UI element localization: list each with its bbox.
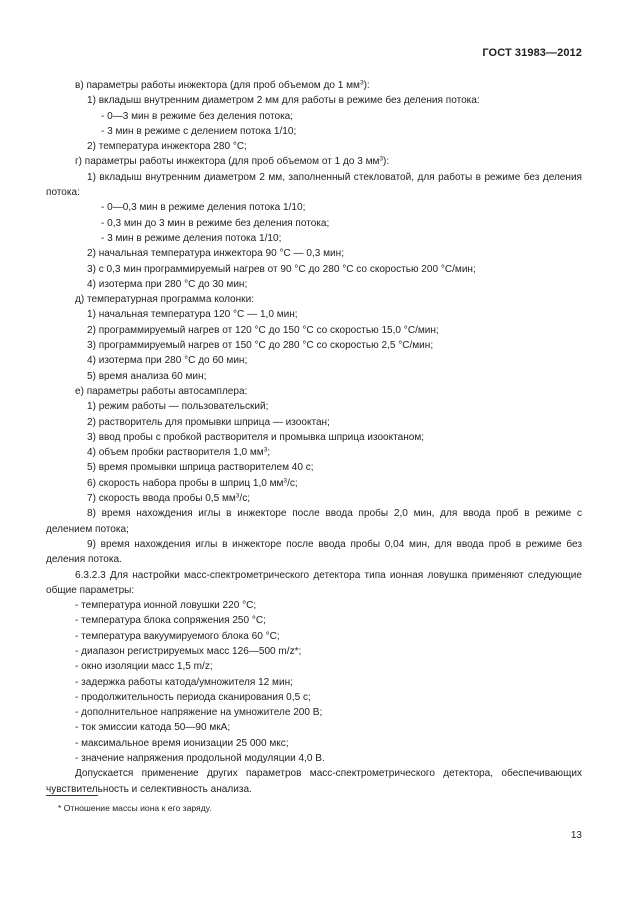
ms-param-3: - температура вакуумируемого блока 60 °С;: [75, 630, 280, 642]
item-g2: 2) начальная температура инжектора 90 °С — 0,3 мин;: [87, 248, 344, 260]
item-g1a: - 0—0,3 мин в режиме деления потока 1/10;: [101, 202, 306, 214]
ms-param-6: - задержка работы катода/умножителя 12 мин;: [75, 676, 293, 688]
ms-param-10: - максимальное время ионизации 25 000 мкс;: [75, 737, 289, 749]
footnote-divider: [46, 795, 98, 796]
document-body: [46, 78, 582, 797]
ms-param-5: - окно изоляции масс 1,5 m/z;: [75, 661, 213, 673]
item-e6: 6) скорость набора пробы в шприц 1,0 $мм^3/с$;: [87, 477, 298, 489]
item-v1a: - 0—3 мин в режиме без деления потока;: [101, 110, 294, 122]
item-d4: 4) изотерма при 280 °С до 60 мин;: [87, 355, 248, 367]
item-v2: 2) температура инжектора 280 °С;: [87, 141, 247, 153]
page-number: 13: [570, 830, 582, 841]
ms-param-11: - значение напряжения продольной модуляции 4,0 В.: [75, 753, 325, 765]
item-e8: 8) время нахождения иглы в инжекторе после ввода пробы 2,0 мин, для ввода проб в режиме с делением потока;: [46, 508, 582, 535]
item-e-title: е) параметры работы автосамплера:: [75, 385, 248, 397]
ms-param-4: - диапазон регистрируемых масс 126—500 m/z*;: [75, 645, 302, 657]
item-g4: 4) изотерма при 280 °С до 30 мин;: [87, 278, 248, 290]
item-d-title: д) температурная программа колонки:: [75, 294, 254, 306]
final-paragraph: Допускается применение других параметров масс-спектрометрического детектора, обеспечивающих чувствительность и селективность анализа.: [46, 768, 582, 795]
ms-param-9: - ток эмиссии катода 50—90 мкА;: [75, 722, 231, 734]
item-v1: 1) вкладыш внутренним диаметром 2 мм для работы в режиме без деления потока:: [87, 95, 480, 107]
item-d3: 3) программируемый нагрев от 150 °С до 280 °С со скоростью 2,5 °С/мин;: [87, 340, 434, 352]
item-d1: 1) начальная температура 120 °С — 1,0 мин;: [87, 309, 298, 321]
standard-header: ГОСТ 31983—2012: [482, 47, 582, 59]
item-e9: 9) время нахождения иглы в инжекторе после ввода пробы 0,04 мин, для ввода проб в режиме без деления потока.: [46, 538, 582, 566]
item-e3: 3) ввод пробы с пробкой растворителя и промывка шприца изооктаном;: [87, 431, 425, 443]
item-g1b: - 0,3 мин до 3 мин в режиме без деления потока;: [101, 217, 330, 229]
ms-param-8: - дополнительное напряжение на умножителе 200 В;: [75, 707, 323, 719]
item-v-title: в) параметры работы инжектора (для проб объемом до 1 $мм^3$):: [75, 79, 370, 91]
item-d2: 2) программируемый нагрев от 120 °С до 150 °С со скоростью 15,0 °С/мин;: [87, 324, 439, 336]
paragraph-6-3-2-3: 6.3.2.3 Для настройки масс-спектрометрического детектора типа ионная ловушка применяют следующие общие параметры:: [46, 569, 582, 596]
footnote: * Отношение массы иона к его заряду.: [58, 803, 212, 813]
ms-param-1: - температура ионной ловушки 220 °С;: [75, 600, 257, 612]
item-e5: 5) время промывки шприца растворителем 40 с;: [87, 462, 314, 474]
item-e2: 2) растворитель для промывки шприца — изооктан;: [87, 416, 330, 428]
item-d5: 5) время анализа 60 мин;: [87, 370, 207, 382]
item-v1b: - 3 мин в режиме с делением потока 1/10;: [101, 125, 297, 137]
item-e7: 7) скорость ввода пробы 0,5 $мм^3/с$;: [87, 492, 251, 505]
item-e1: 1) режим работы — пользовательский;: [87, 401, 269, 413]
item-g1: 1) вкладыш внутренним диаметром 2 мм, заполненный стекловатой, для работы в режиме без деления потока:: [46, 171, 582, 199]
item-g1c: - 3 мин в режиме деления потока 1/10;: [101, 232, 282, 244]
ms-param-2: - температура блока сопряжения 250 °С;: [75, 615, 266, 627]
item-e4: 4) объем пробки растворителя 1,0 $мм^3$;: [87, 446, 271, 459]
item-g-title: г) параметры работы инжектора (для проб объемом от 1 до 3 $мм^3$):: [75, 155, 390, 168]
ms-param-7: - продолжительность периода сканирования 0,5 с;: [75, 691, 311, 703]
item-g3: 3) с 0,3 мин программируемый нагрев от 90 °С до 280 °С со скоростью 200 °С/мин;: [87, 263, 476, 275]
